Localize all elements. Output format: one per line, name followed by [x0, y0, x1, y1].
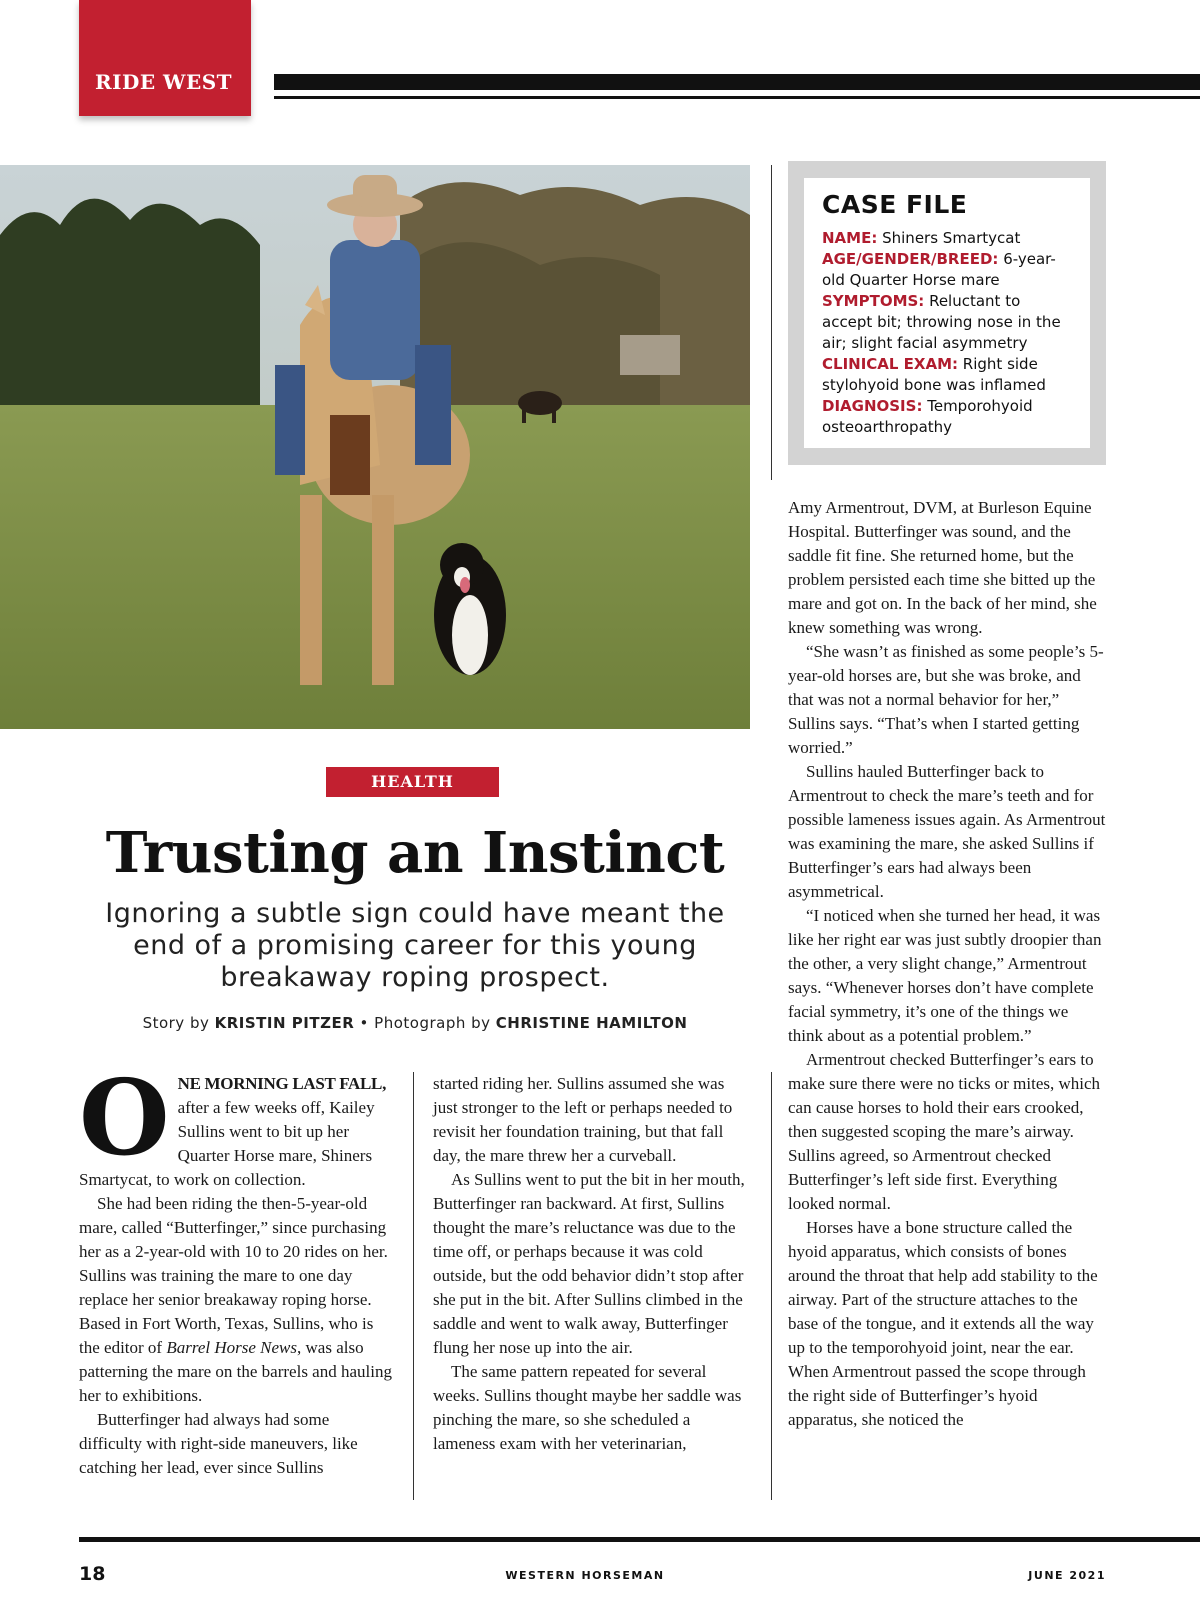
magazine-name: WESTERN HORSEMAN: [505, 1569, 665, 1582]
case-file-value-symptoms: Reluctant to accept bit; throwing nose in the air; slight facial asymmetry: [822, 292, 1061, 352]
body-paragraph: Sullins hauled Butterfinger back to Armentrout to check the mare’s teeth and for possible lameness issues again. As Armentrout was examining the mare, she asked Sullins if Butterfinger’s ears had always been asymmetrical.: [788, 762, 1106, 901]
body-column-2: [433, 1072, 751, 1456]
page-number: 18: [79, 1563, 106, 1585]
body-paragraph: Amy Armentrout, DVM, at Burleson Equine Hospital. Butterfinger was sound, and the saddle fit fine. She returned home, but the problem persisted each time she bitted up the mare and got on. In the back of her mind, she knew something was wrong.: [788, 498, 1097, 637]
section-tag: [79, 0, 251, 116]
lead-in: NE MORNING LAST FALL,: [177, 1074, 387, 1093]
case-file-label-breed: AGE/GENDER/BREED:: [822, 250, 999, 268]
byline-separator: •: [354, 1014, 375, 1032]
body-paragraph: [79, 1056, 395, 1192]
body-paragraph: The same pattern repeated for several weeks. Sullins thought maybe her saddle was pinching the mare, so she scheduled a lameness exam with her veterinarian,: [433, 1362, 742, 1453]
case-file-box: [804, 178, 1090, 448]
body-text: after a few weeks off, Kailey Sullins went to bit up her Quarter Horse mare, Shiners Smartycat, to work on collection.: [79, 1098, 375, 1189]
header-rule-thin: [274, 96, 1200, 99]
byline-photo-prefix: Photograph by: [374, 1014, 496, 1032]
publication-title: Barrel Horse News: [166, 1338, 297, 1357]
body-paragraph: started riding her. Sullins assumed she was just stronger to the left or perhaps needed to revisit her foundation training, but that fall day, the mare threw her a curveball.: [433, 1074, 733, 1165]
drop-cap: O: [79, 1056, 170, 1179]
case-file-label-exam: CLINICAL EXAM:: [822, 355, 959, 373]
footer-rule: [79, 1537, 1200, 1542]
body-paragraph: “I noticed when she turned her head, it was like her right ear was just subtly droopier than the other, a very slight change,” Armentrout says. “Whenever horses don’t have complete facial symmetry, it’s one of the things we think about as a potential problem.”: [788, 906, 1102, 1045]
case-file-title: CASE FILE: [822, 190, 968, 219]
section-tag-label: RIDE WEST: [95, 70, 233, 94]
body-paragraph: Armentrout checked Butterfinger’s ears to make sure there were no ticks or mites, which can cause horses to hold their ears crooked, then suggested scoping the mare’s airway. Sullins agreed, so Armentrout checked Butterfinger’s left side first. Everything looked normal.: [788, 1050, 1101, 1213]
case-file-fields: [822, 228, 1072, 438]
case-file-label-name: NAME:: [822, 229, 878, 247]
body-paragraph: Horses have a bone structure called the hyoid apparatus, which consists of bones around the throat that help add stability to the airway. Part of the structure attaches to the base of the tongue, and it extends all the way up to the temporohyoid joint, near the ear. When Armentrout passed the scope through the right side of Butterfinger’s hyoid apparatus, she noticed the: [788, 1218, 1098, 1429]
byline: [60, 1014, 770, 1032]
case-file-label-diagnosis: DIAGNOSIS:: [822, 397, 923, 415]
case-file-value-exam: Right side stylohyoid bone was inflamed: [822, 355, 1046, 394]
body-paragraph: “She wasn’t as finished as some people’s 5-year-old horses are, but she was broke, and that was not a normal behavior for her,” Sullins says. “That’s when I started getting worried.”: [788, 642, 1104, 757]
feature-photo: [0, 165, 750, 729]
body-paragraph: [79, 1192, 395, 1408]
byline-photographer: CHRISTINE HAMILTON: [495, 1014, 688, 1032]
body-column-1: [79, 1056, 395, 1480]
case-file-value-name: Shiners Smartycat: [877, 229, 1021, 247]
column-rule-body-2: [771, 1072, 772, 1500]
column-rule-body-1: [413, 1072, 414, 1500]
body-paragraph: As Sullins went to put the bit in her mouth, Butterfinger ran backward. At first, Sullins thought the mare’s reluctance was due to the time off, or perhaps because it was cold outside, but the odd behavior didn’t stop after she put in the bit. After Sullins climbed in the saddle and went to walk away, Butterfinger flung her nose up into the air.: [433, 1170, 745, 1357]
header-rule-thick: [274, 74, 1200, 90]
column-rule-top-right: [771, 165, 772, 480]
article-headline: Trusting an Instinct: [105, 820, 725, 886]
case-file-label-symptoms: SYMPTOMS:: [822, 292, 925, 310]
category-badge: HEALTH: [326, 767, 499, 797]
issue-date: JUNE 2021: [1028, 1569, 1106, 1582]
byline-story-prefix: Story by: [142, 1014, 215, 1032]
case-file-value-diagnosis: Temporohyoid osteoarthropathy: [822, 397, 1033, 436]
photo-illustration: [0, 165, 750, 729]
body-text: She had been riding the then-5-year-old mare, called “Butterfinger,” since purchasing her as a 2-year-old with 10 to 20 rides on her. Sullins was training the mare to one day replace her senior breakaway roping horse. Based in Fort Worth, Texas, Sullins, who is the editor of: [79, 1194, 388, 1357]
body-text: , was also patterning the mare on the barrels and hauling her to exhibitions.: [79, 1338, 392, 1405]
body-column-3: [788, 496, 1106, 1432]
body-paragraph: Butterfinger had always had some difficulty with right-side maneuvers, like catching her lead, ever since Sullins: [79, 1410, 358, 1477]
article-dek: Ignoring a subtle sign could have meant the end of a promising career for this young breakaway roping prospect.: [105, 898, 725, 993]
case-file-value-breed: 6-year-old Quarter Horse mare: [822, 250, 1056, 289]
byline-author: KRISTIN PITZER: [214, 1014, 355, 1032]
